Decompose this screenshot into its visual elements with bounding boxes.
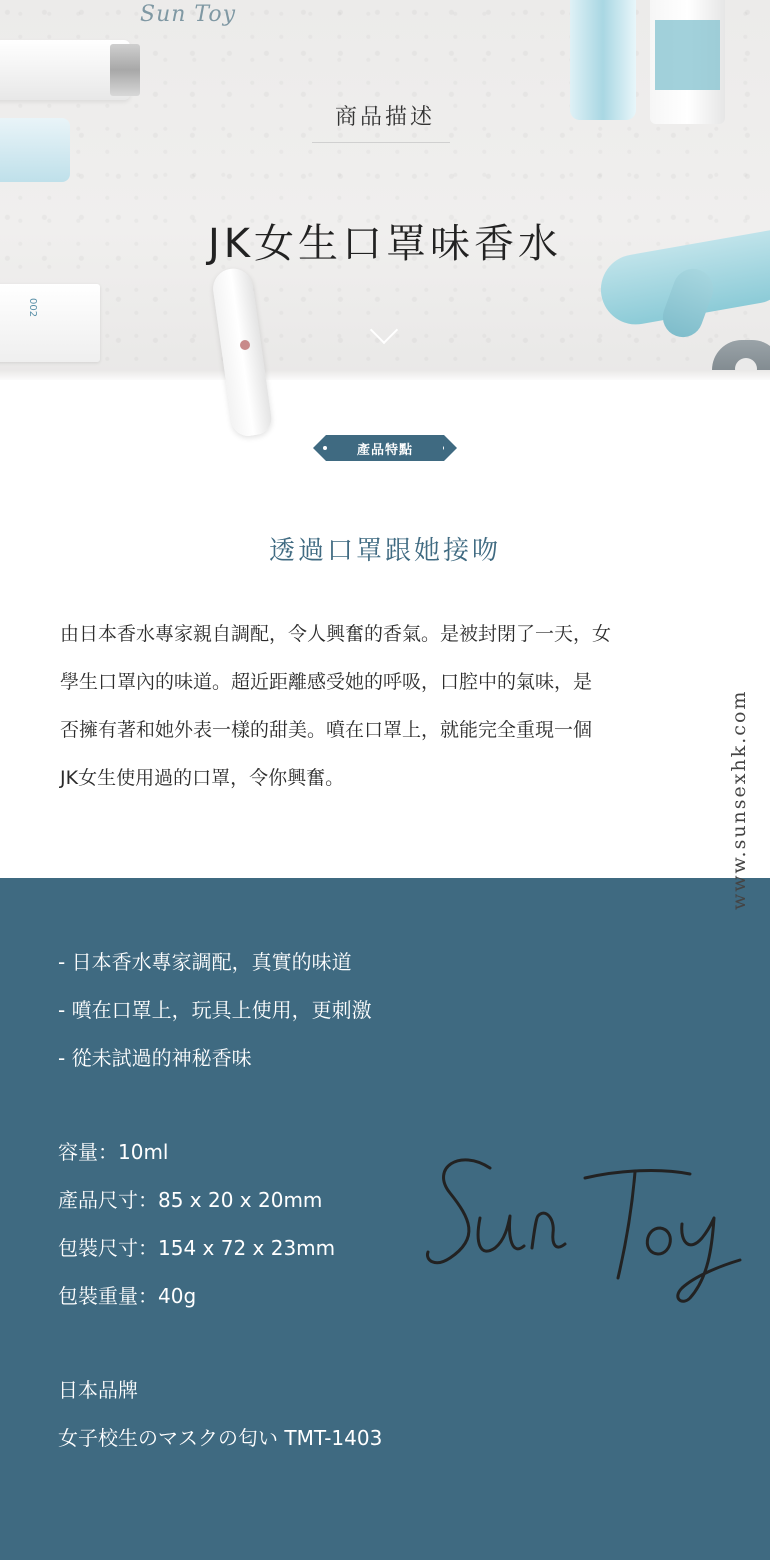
- dot-icon: [443, 446, 447, 450]
- chevron-down-icon: [370, 316, 398, 344]
- product-box-image: [0, 284, 100, 362]
- dot-icon: [323, 446, 327, 450]
- feature-item: - 日本香水專家調配，真實的味道: [58, 950, 352, 974]
- hero-banner: [0, 0, 770, 380]
- section-heading: 商品描述: [334, 105, 435, 130]
- spec-list: [58, 1128, 335, 1320]
- product-name: 女子校生のマスクの匂い TMT-1403: [58, 1426, 383, 1450]
- toy-image-detail: [240, 340, 250, 350]
- description: [60, 610, 720, 802]
- feature-item: - 噴在口罩上，玩具上使用，更刺激: [58, 998, 372, 1022]
- specs-section: [0, 878, 770, 1560]
- hero-fade: [0, 370, 770, 380]
- description-line: 由日本香水專家親自調配，令人興奮的香氣。是被封閉了一天，女: [60, 623, 612, 645]
- bottle-cap-image: [110, 44, 140, 96]
- description-line: 學生口罩內的味道。超近距離感受她的呼吸，口腔中的氣味，是: [60, 671, 593, 693]
- product-box-label: 002: [27, 298, 38, 318]
- website-url: www.sunsexhk.com: [728, 689, 750, 910]
- bottle-label-image: [655, 20, 720, 90]
- description-line: JK女生使用過的口罩，令你興奮。: [60, 767, 345, 789]
- brand-origin: 日本品牌: [58, 1378, 138, 1402]
- brand-logo: Sun Toy: [140, 2, 237, 27]
- product-title: JK女生口罩味香水: [207, 221, 563, 267]
- spec-item: 容量：10ml: [58, 1140, 169, 1164]
- feature-item: - 從未試過的神秘香味: [58, 1046, 252, 1070]
- sun-toy-script-logo: [420, 1148, 760, 1308]
- spec-item: 包裝尺寸：154 x 72 x 23mm: [58, 1236, 336, 1260]
- features-badge: [326, 435, 444, 461]
- brand-info: [58, 1366, 382, 1462]
- heading-underline: [312, 142, 450, 143]
- spec-item: 包裝重量：40g: [58, 1284, 197, 1308]
- description-line: 否擁有著和她外表一樣的甜美。噴在口罩上，就能完全重現一個: [60, 719, 593, 741]
- features-badge-label: 產品特點: [356, 442, 413, 458]
- feature-list: [58, 938, 372, 1082]
- sub-heading: 透過口罩跟她接吻: [268, 536, 501, 566]
- spec-item: 產品尺寸：85 x 20 x 20mm: [58, 1188, 323, 1212]
